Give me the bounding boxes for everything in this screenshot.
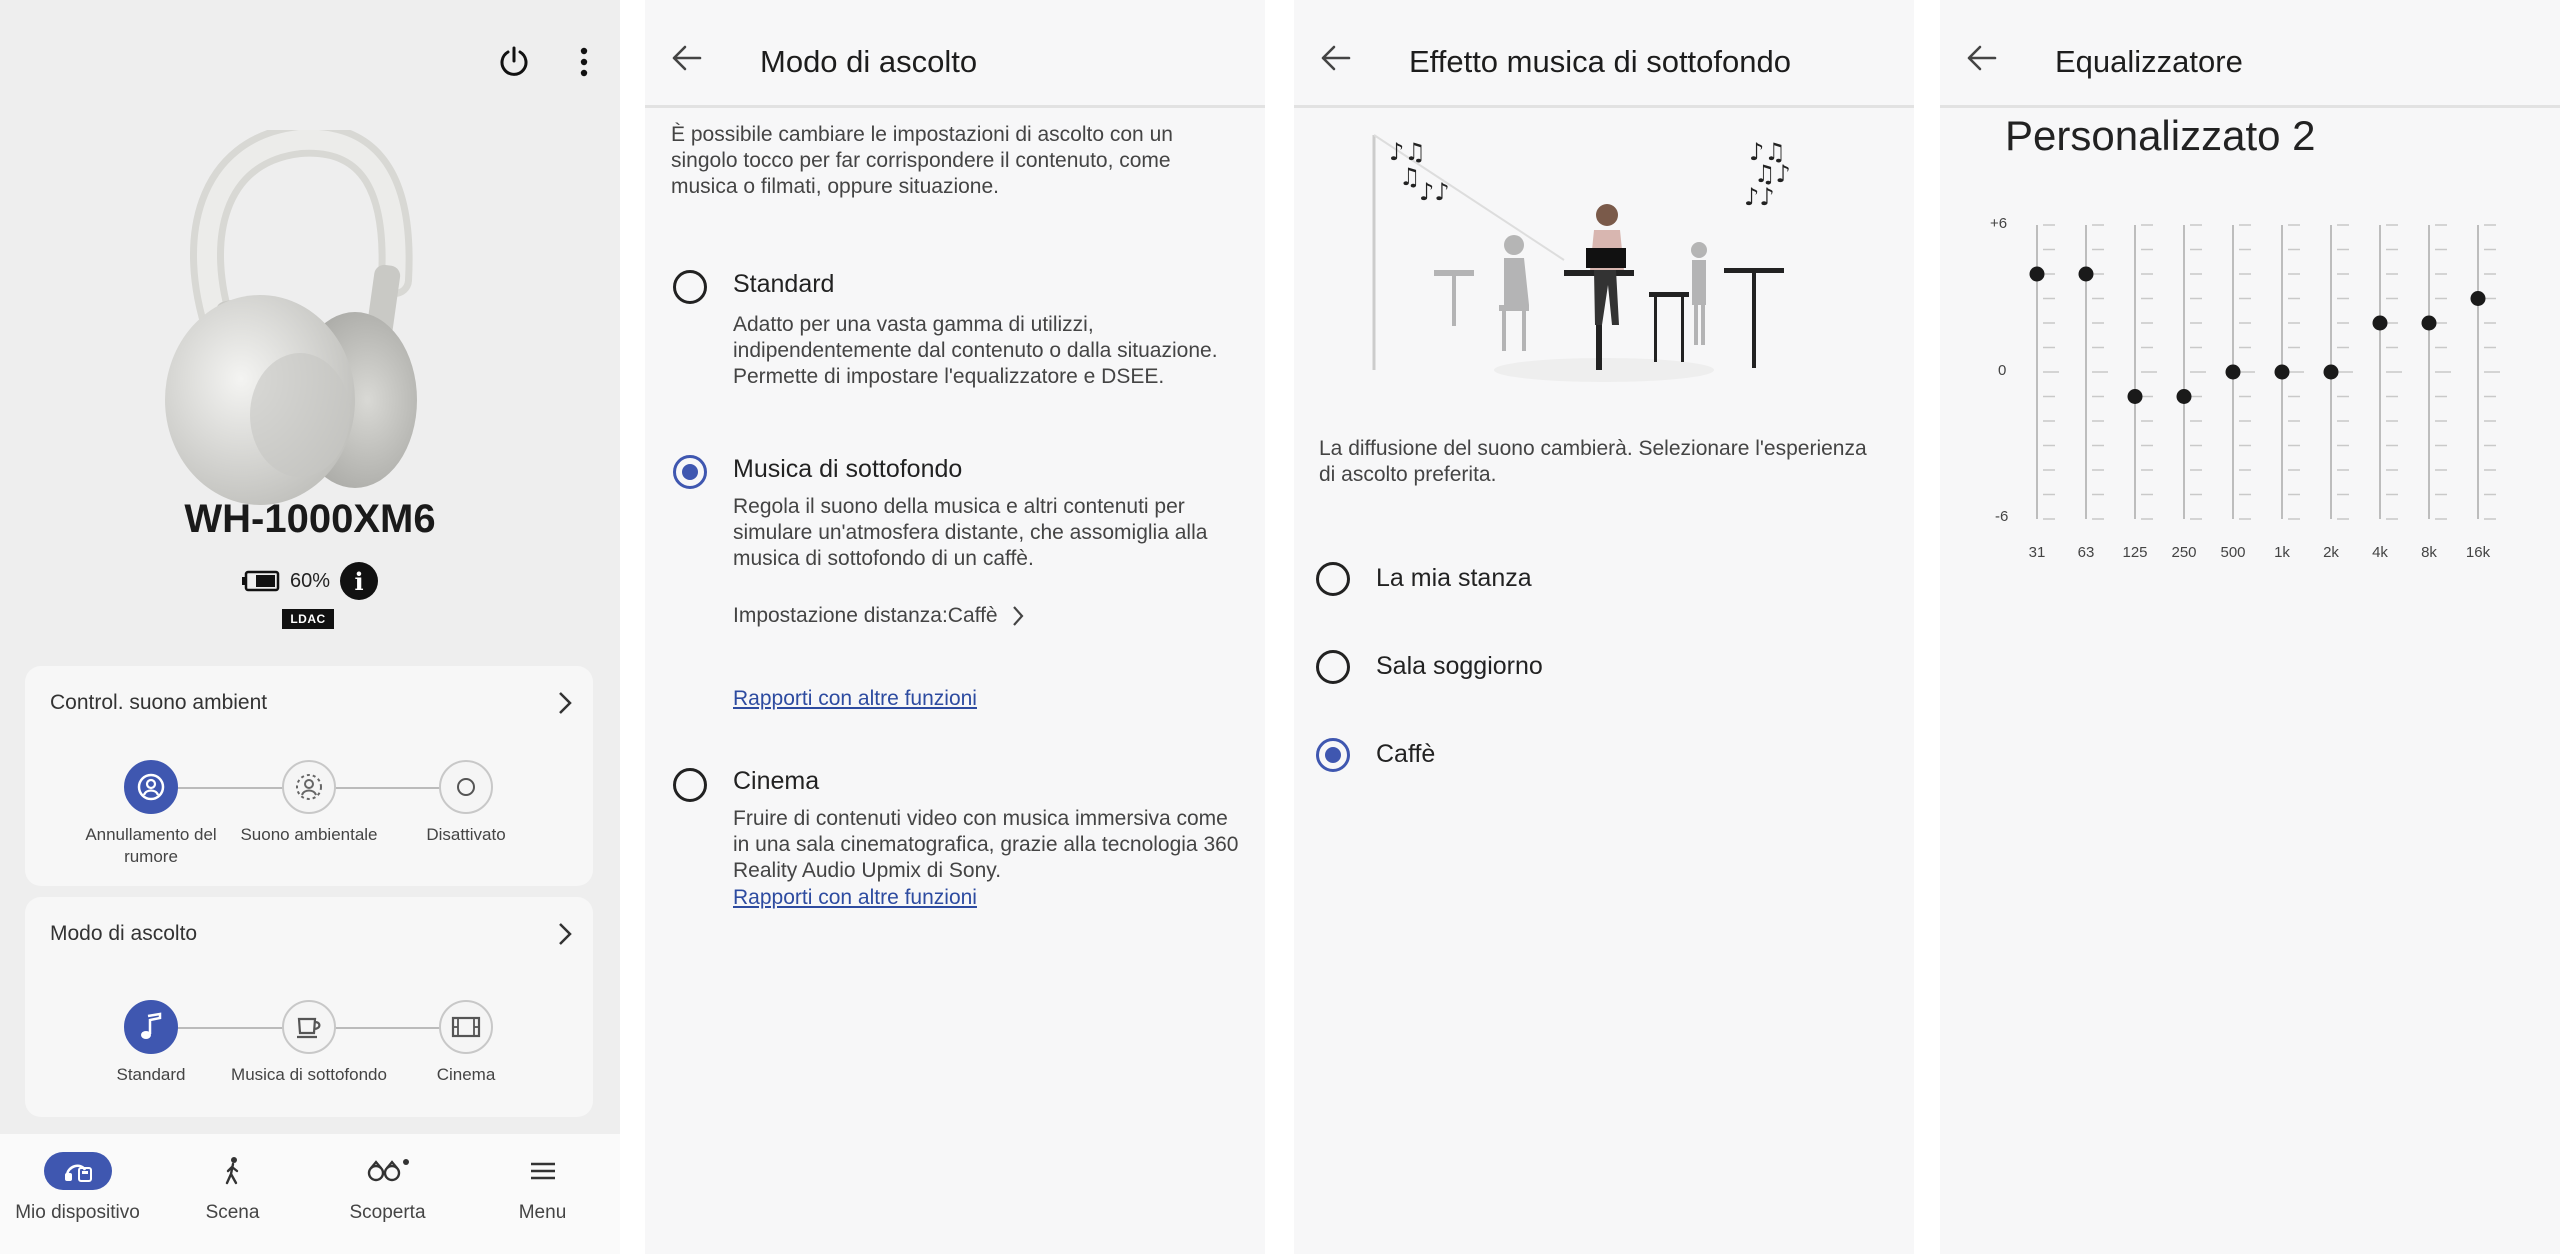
bgm-effect-header-bar bbox=[1294, 0, 1914, 108]
radio-my-room[interactable] bbox=[1316, 562, 1350, 596]
radio-background-music[interactable] bbox=[673, 455, 707, 489]
device-screen bbox=[0, 0, 620, 1254]
eq-band-knob-250[interactable] bbox=[2177, 389, 2192, 404]
ambient-option-off[interactable] bbox=[386, 760, 546, 846]
listening-mode-screen bbox=[645, 0, 1265, 1254]
cinema-description: Fruire di contenuti video con musica immersiva come in una sala cinematografica, grazie alla tecnologia 360 Reality Audio Upmix di Sony. bbox=[733, 807, 1239, 882]
eq-band-knob-31[interactable] bbox=[2030, 267, 2045, 282]
eq-preset-name: Personalizzato 2 bbox=[2005, 112, 2316, 159]
listening-option-label: Musica di sottofondo bbox=[231, 1065, 387, 1084]
eq-y-label-top: +6 bbox=[1990, 215, 2008, 232]
page-title: Effetto musica di sottofondo bbox=[1409, 44, 1791, 79]
background-related-functions-link[interactable]: Rapporti con altre funzioni bbox=[733, 687, 977, 710]
ambient-option-ambient[interactable] bbox=[229, 760, 389, 846]
eq-band-knob-4k[interactable] bbox=[2373, 316, 2388, 331]
listening-mode-header[interactable] bbox=[50, 921, 573, 947]
eq-band-label: 500 bbox=[2220, 544, 2246, 561]
eq-band-knob-2k[interactable] bbox=[2324, 365, 2339, 380]
listening-option-label: Cinema bbox=[436, 1065, 496, 1084]
ambient-sound-title: Control. suono ambient bbox=[50, 691, 268, 714]
eq-y-label-mid: 0 bbox=[1998, 362, 2007, 379]
ambient-option-label: Annullamento del rumore bbox=[85, 825, 217, 866]
nav-label: Mio dispositivo bbox=[15, 1202, 140, 1223]
chevron-right-icon bbox=[557, 921, 573, 947]
listening-mode-intro: È possibile cambiare le impostazioni di ascolto con un singolo tocco per far corrispondere il contenuto, come musica o filmati, oppure situazione. bbox=[671, 123, 1173, 198]
battery-percent: 60% bbox=[289, 569, 331, 592]
bottom-navigation bbox=[0, 1134, 620, 1254]
arrow-left-icon bbox=[1321, 45, 1351, 71]
equalizer-chart[interactable] bbox=[1940, 0, 2560, 600]
eq-y-label-bottom: -6 bbox=[1995, 508, 2009, 525]
eq-band-knob-125[interactable] bbox=[2128, 389, 2143, 404]
power-icon bbox=[497, 45, 531, 79]
ambient-sound-card bbox=[25, 666, 593, 886]
more-options-button[interactable] bbox=[556, 34, 612, 90]
living-room-label[interactable]: Sala soggiorno bbox=[1376, 652, 1543, 680]
cafe-label[interactable]: Caffè bbox=[1376, 740, 1436, 768]
eq-band-label: 8k bbox=[2421, 544, 2437, 561]
distance-setting-label: Impostazione distanza:Caffè bbox=[733, 604, 998, 627]
cinema-related-functions-link[interactable]: Rapporti con altre funzioni bbox=[733, 886, 977, 909]
radio-cinema[interactable] bbox=[673, 768, 707, 802]
svg-text:♪♪: ♪♪ bbox=[1419, 178, 1450, 206]
nav-menu[interactable] bbox=[465, 1134, 620, 1254]
radio-cafe[interactable] bbox=[1316, 738, 1350, 772]
eq-band-label: 4k bbox=[2372, 544, 2388, 561]
listening-option-cinema[interactable] bbox=[386, 1000, 546, 1086]
radio-standard[interactable] bbox=[673, 270, 707, 304]
page-title: Equalizzatore bbox=[2055, 44, 2243, 79]
nav-my-device[interactable] bbox=[0, 1134, 155, 1254]
codec-badge: LDAC bbox=[282, 609, 334, 629]
hamburger-icon bbox=[509, 1152, 577, 1190]
bgm-effect-screen bbox=[1294, 0, 1914, 1254]
eq-band-label: 250 bbox=[2171, 544, 2197, 561]
arrow-left-icon bbox=[672, 45, 702, 71]
film-icon[interactable] bbox=[439, 1000, 493, 1054]
battery-icon bbox=[242, 570, 280, 592]
svg-text:♪♫: ♪♫ bbox=[1389, 138, 1426, 166]
noise-cancel-icon[interactable] bbox=[124, 760, 178, 814]
eq-band-knob-63[interactable] bbox=[2079, 267, 2094, 282]
nav-discover[interactable] bbox=[310, 1134, 465, 1254]
my-room-label[interactable]: La mia stanza bbox=[1376, 564, 1532, 592]
svg-text:♪♪: ♪♪ bbox=[1744, 183, 1775, 211]
more-vertical-icon bbox=[579, 47, 589, 77]
eq-band-label: 2k bbox=[2323, 544, 2339, 561]
eq-band-label: 1k bbox=[2274, 544, 2290, 561]
listening-option-background[interactable] bbox=[229, 1000, 389, 1086]
cafe-illustration bbox=[1364, 120, 1844, 400]
back-button[interactable] bbox=[1314, 36, 1358, 80]
ambient-option-label: Suono ambientale bbox=[240, 825, 378, 844]
listening-mode-header-bar bbox=[645, 0, 1265, 108]
standard-label[interactable]: Standard bbox=[733, 270, 835, 298]
device-model-name: WH-1000XM6 bbox=[184, 497, 436, 541]
eq-band-label: 125 bbox=[2122, 544, 2148, 561]
page-title: Modo di ascolto bbox=[760, 44, 978, 79]
equalizer-screen bbox=[1940, 0, 2560, 1254]
walking-icon bbox=[199, 1152, 267, 1190]
eq-band-knob-16k[interactable] bbox=[2471, 291, 2486, 306]
binoculars-icon bbox=[354, 1152, 422, 1190]
power-button[interactable] bbox=[486, 34, 542, 90]
off-circle-icon[interactable] bbox=[439, 760, 493, 814]
eq-band-knob-500[interactable] bbox=[2226, 365, 2241, 380]
nav-label: Scena bbox=[205, 1202, 260, 1223]
distance-setting-row[interactable] bbox=[733, 604, 1024, 628]
headphones-image bbox=[150, 130, 450, 510]
chevron-right-icon bbox=[1012, 605, 1024, 627]
nav-scene[interactable] bbox=[155, 1134, 310, 1254]
svg-text:♫♪: ♫♪ bbox=[1754, 160, 1791, 188]
eq-band-knob-1k[interactable] bbox=[2275, 365, 2290, 380]
cinema-label[interactable]: Cinema bbox=[733, 767, 820, 795]
eq-band-label: 16k bbox=[2465, 544, 2491, 561]
back-button[interactable] bbox=[665, 36, 709, 80]
listening-option-label: Standard bbox=[116, 1065, 186, 1084]
background-music-description: Regola il suono della musica e altri contenuti per simulare un'atmosfera distante, che assomiglia alla musica di sottofondo di un caffè. bbox=[733, 495, 1208, 570]
bgm-effect-description: La diffusione del suono cambierà. Selezionare l'esperienza di ascolto preferita. bbox=[1319, 437, 1867, 486]
nav-label: Menu bbox=[518, 1202, 567, 1223]
chevron-right-icon bbox=[557, 690, 573, 716]
eq-band-knob-8k[interactable] bbox=[2422, 316, 2437, 331]
background-music-label[interactable]: Musica di sottofondo bbox=[733, 455, 963, 483]
ambient-sound-icon[interactable] bbox=[282, 760, 336, 814]
info-icon: i bbox=[354, 566, 364, 596]
ambient-option-noise-cancel[interactable] bbox=[71, 760, 231, 868]
ambient-sound-header[interactable] bbox=[50, 690, 573, 716]
standard-description: Adatto per una vasta gamma di utilizzi, indipendentemente dal contenuto o dalla situazione. Permette di impostare l'equalizzatore e DSEE. bbox=[733, 313, 1218, 388]
info-button[interactable] bbox=[340, 562, 378, 600]
battery-status bbox=[0, 562, 620, 600]
headphones-nav-icon bbox=[44, 1152, 112, 1190]
nav-label: Scoperta bbox=[349, 1202, 426, 1223]
coffee-cup-icon[interactable] bbox=[282, 1000, 336, 1054]
eq-band-label: 31 bbox=[2028, 544, 2046, 561]
radio-living-room[interactable] bbox=[1316, 650, 1350, 684]
svg-text:♫: ♫ bbox=[1399, 163, 1421, 191]
listening-mode-card bbox=[25, 897, 593, 1117]
listening-mode-title: Modo di ascolto bbox=[50, 922, 198, 945]
music-note-icon[interactable] bbox=[124, 1000, 178, 1054]
ambient-option-label: Disattivato bbox=[426, 825, 506, 844]
listening-option-standard[interactable] bbox=[71, 1000, 231, 1086]
svg-text:♪♫: ♪♫ bbox=[1749, 138, 1786, 166]
eq-band-label: 63 bbox=[2077, 544, 2095, 561]
